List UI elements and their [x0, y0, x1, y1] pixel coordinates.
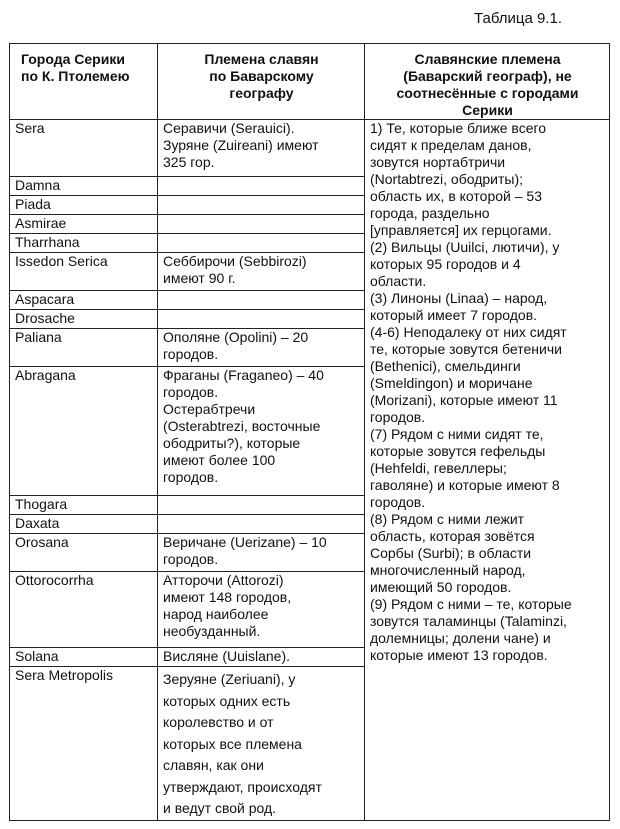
city-cell: Piada [10, 196, 158, 215]
unmatched-item: (3) Линоны (Linaa) – народ, который имеет 7 городов. [370, 290, 548, 323]
tribes-cell [158, 177, 365, 196]
city-cell: Solana [10, 648, 158, 667]
header-unmatched-tribes: Славянские племена (Баварский географ), не соотнесённые с городами Серики [365, 44, 610, 120]
city-cell: Tharrhana [10, 234, 158, 253]
tribes-cell [158, 291, 365, 310]
cities-tribes-table [9, 43, 610, 821]
table-caption: Таблица 9.1. [473, 10, 562, 27]
city-cell: Damna [10, 177, 158, 196]
tribes-cell [158, 496, 365, 515]
header-tribes-bavarian: Племена славян по Баварскому географу [158, 44, 365, 120]
tribes-cell [158, 196, 365, 215]
city-cell: Daxata [10, 515, 158, 534]
tribes-cell [158, 310, 365, 329]
tribes-cell: Фраганы (Fraganeo) – 40 городов. Остерабтречи (Osterabtrezi, восточные ободриты?), которые имеют более 100 городов. [158, 367, 365, 496]
header-cities-ptolemy: Города Серики по К. Птолемею [10, 44, 158, 120]
city-cell: Sera Metropolis [10, 667, 158, 821]
tribes-cell: Ополяне (Opolini) – 20 городов. [158, 329, 365, 367]
tribes-cell [158, 515, 365, 534]
tribes-cell: Серавичи (Serauici). Зуряне (Zuireani) имеют 325 гор. [158, 120, 365, 177]
tribes-cell: Зеруяне (Zeriuani), у которых одних есть королевство и от которых все племена славян, как они утверждают, происходят и ведут свой род. [158, 667, 365, 821]
unmatched-item: 1) Те, которые ближе всего сидят к пределам данов, зовутся нортабтричи (Nortabtrezi, ободриты); область их, в которой – 53 города, раздельно [управляется] их герцогами. [370, 120, 552, 238]
unmatched-item: (7) Рядом с ними сидят те, которые зовутся гефельды (Hehfeldi, гевеллеры; гаволяне) и которые имеют 8 городов. [370, 426, 560, 510]
city-cell: Ottorocorrha [10, 572, 158, 648]
city-cell: Issedon Serica [10, 253, 158, 291]
city-cell: Paliana [10, 329, 158, 367]
city-cell: Asmirae [10, 215, 158, 234]
unmatched-item: (8) Рядом с ними лежит область, которая зовётся Сорбы (Surbi); в области многочисленный народ, имеющий 50 городов. [370, 511, 535, 595]
unmatched-item: (4-6) Неподалеку от них сидят те, которые зовутся бетеничи (Bethenici), смельдинги (Smeldingon) и моричане (Morizani), которые имеют 11 городов. [370, 324, 567, 425]
unmatched-item: (2) Вильцы (Uuilci, лютичи), у которых 95 городов и 4 области. [370, 239, 560, 289]
tribes-cell [158, 215, 365, 234]
table-header-row [10, 44, 610, 120]
city-cell: Orosana [10, 534, 158, 572]
tribes-cell [158, 234, 365, 253]
tribes-cell: Веричане (Uerizane) – 10 городов. [158, 534, 365, 572]
city-cell: Abragana [10, 367, 158, 496]
tribes-cell: Висляне (Uuislane). [158, 648, 365, 667]
city-cell: Sera [10, 120, 158, 177]
tribes-cell: Атторочи (Attorozi) имеют 148 городов, народ наиболее необузданный. [158, 572, 365, 648]
city-cell: Thogara [10, 496, 158, 515]
city-cell: Aspacara [10, 291, 158, 310]
unmatched-tribes-cell [365, 120, 610, 821]
table-row [10, 120, 610, 177]
tribes-cell: Себбирочи (Sebbirozi) имеют 90 г. [158, 253, 365, 291]
unmatched-item: (9) Рядом с ними – те, которые зовутся таламинцы (Talaminzi, долемницы; долени чане) и которые имеют 13 городов. [370, 596, 572, 663]
city-cell: Drosache [10, 310, 158, 329]
